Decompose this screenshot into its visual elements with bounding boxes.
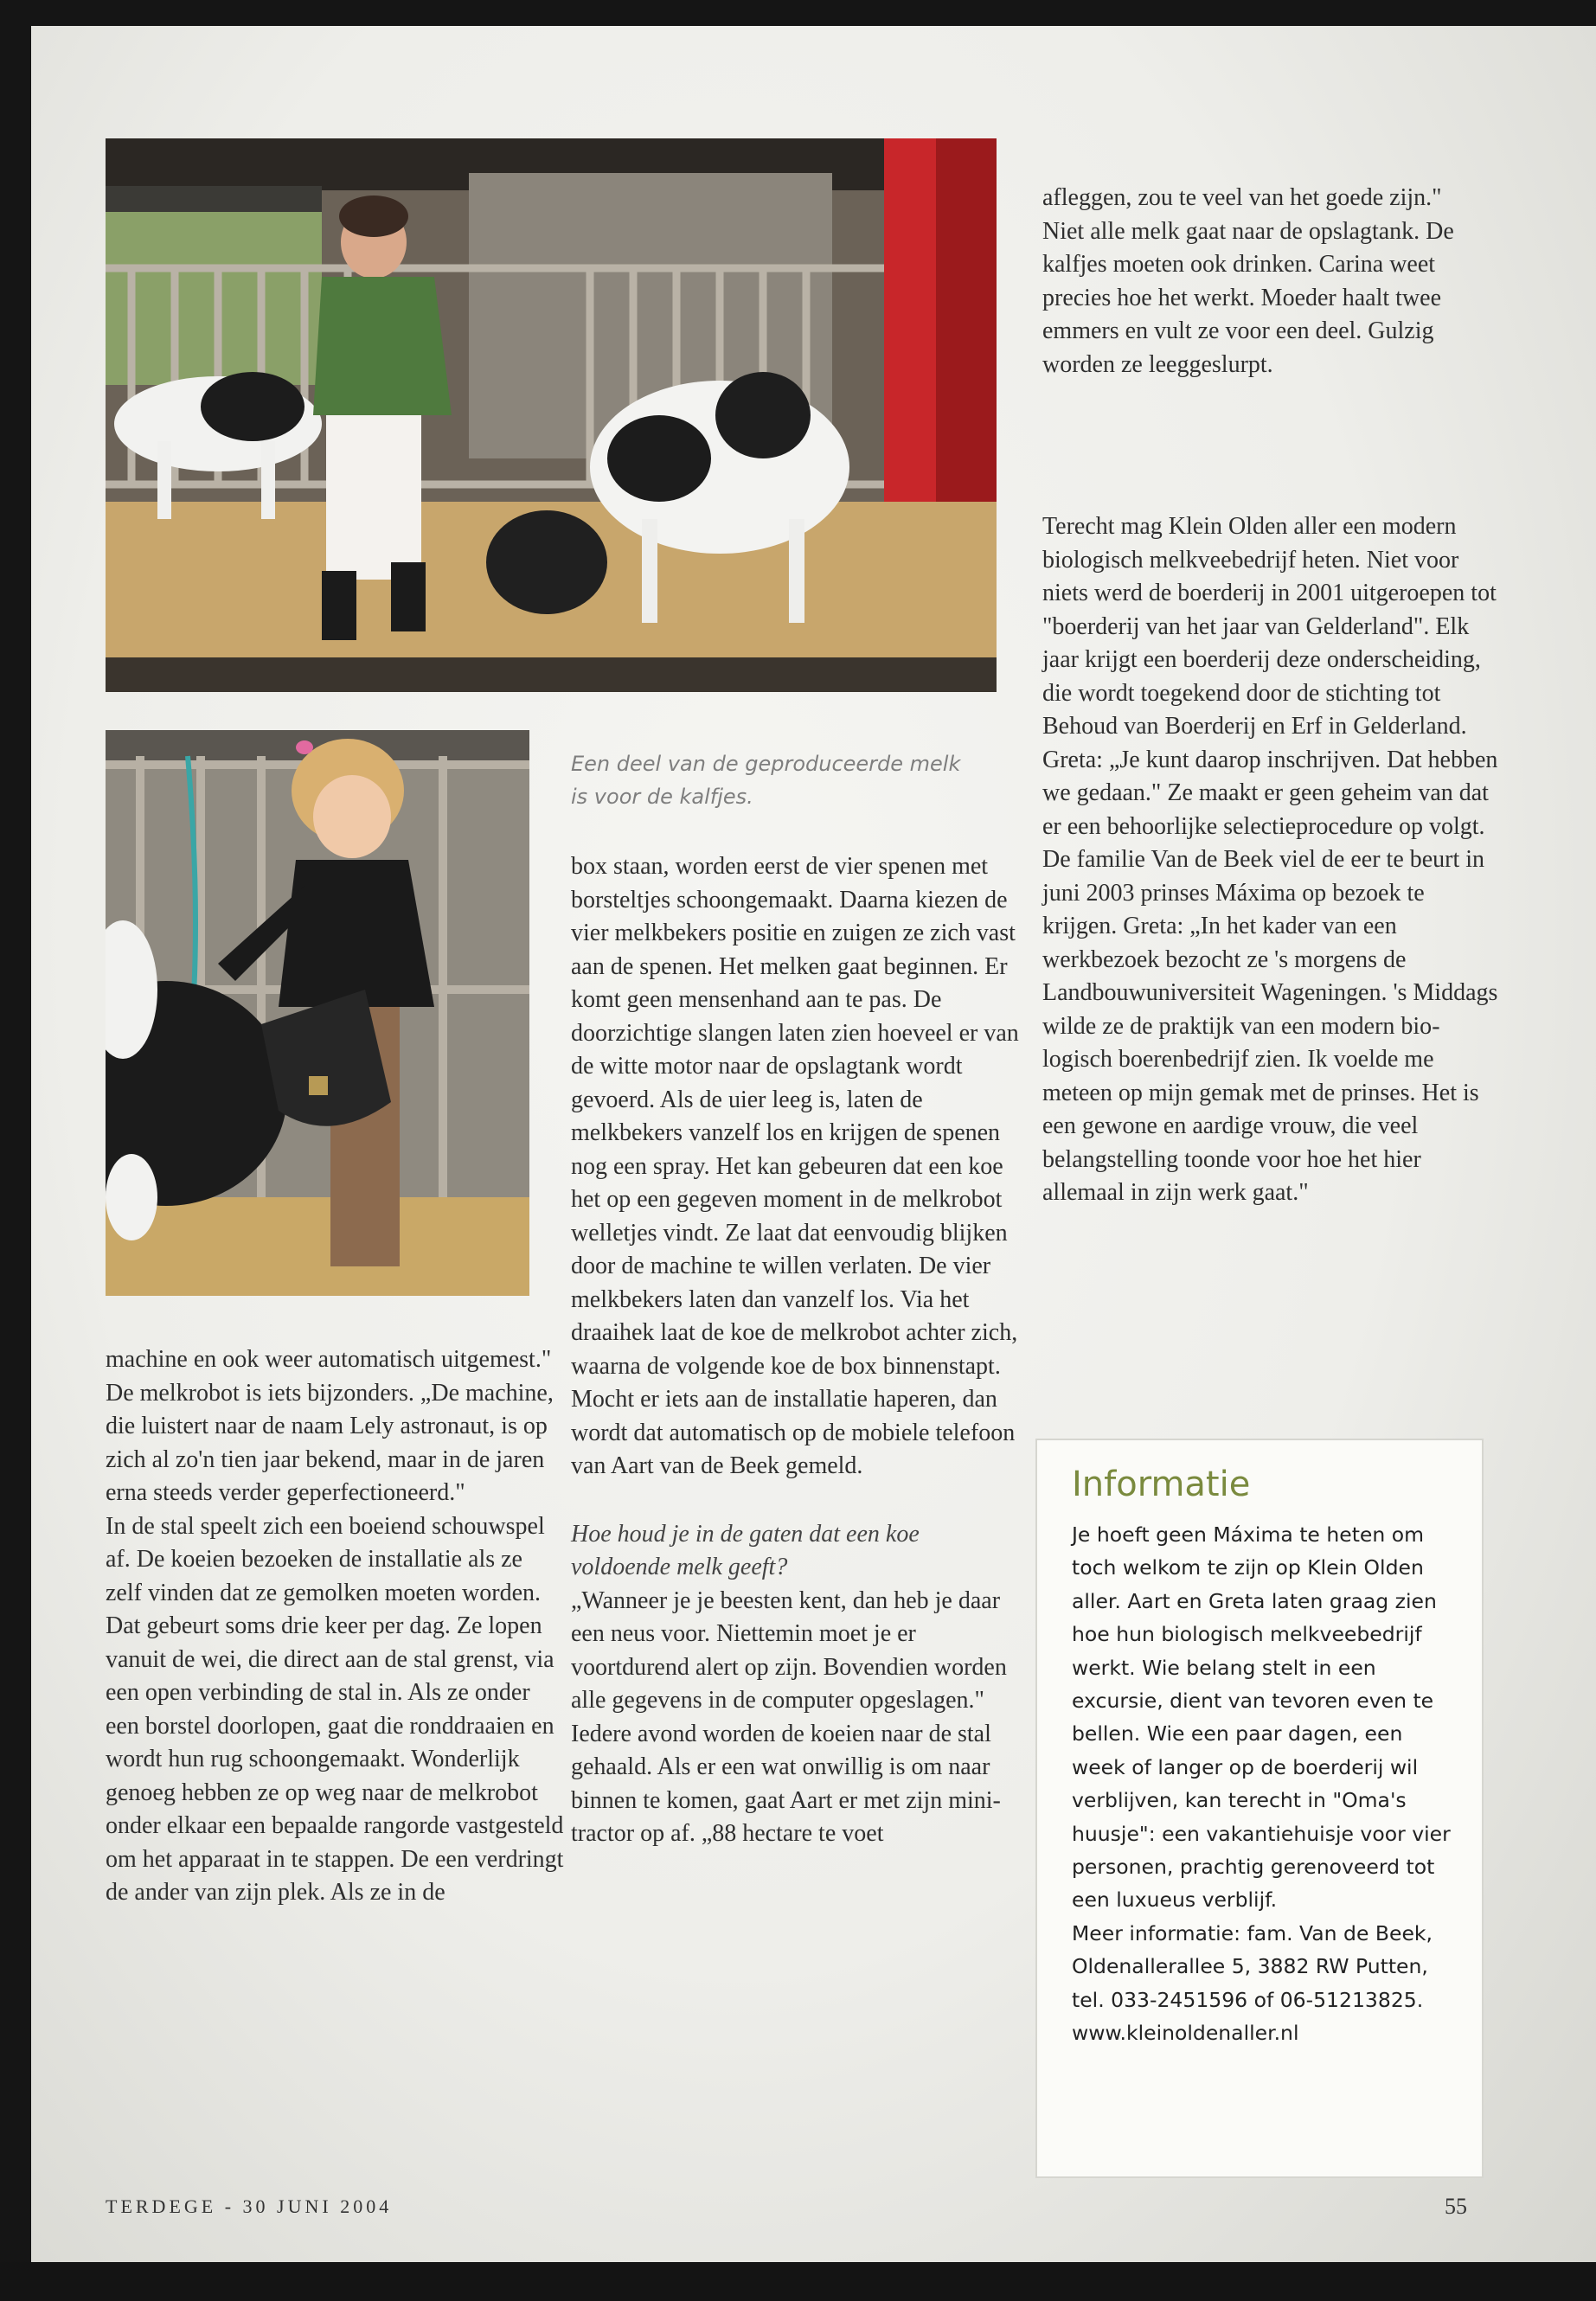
- paragraph: Iedere avond worden de koeien naar de stal gehaald. Als er een wat onwillig is om naar binnen te komen, gaat Aart er met zijn minitractor op af. „88 hectare te voet: [571, 1720, 1001, 1847]
- paragraph: In de stal speelt zich een boeiend schouwspel af. De koeien bezoeken de installatie als ze zelf vinden dat ze gemolken moeten worden. Dat gebeurt soms drie keer per dag. Ze lopen vanuit de wei, die direct aan de stal grenst, via een open verbinding de stal in. Als ze onder een borstel doorlopen, gaat die ronddraaien en wordt hun rug schoongemaakt. Wonderlijk genoeg hebben ze op weg naar de melkrobot onder elkaar een bepaalde rangorde vastgesteld om het apparaat in te stappen. De een verdringt de ander van zijn plek. Als ze in de: [106, 1512, 564, 1906]
- paragraph: box staan, worden eerst de vier spenen met borsteltjes schoongemaakt. Daarna kiezen de vier melkbekers positie en zuigen ze zich vast aan de spenen. Het melken gaat beginnen. Er komt geen mensenhand aan te pas. De doorzichtige slangen laten zien hoeveel er van de witte motor naar de opslagtank wordt gevoerd. Als de uier leeg is, laten de melkbekers vanzelf los en krijgen de spenen nog een spray. Het kan gebeuren dat een koe het op een gegeven moment in de melkrobot welletjes vindt. Ze laat dat eenvoudig blijken door de machine te willen verlaten. De vier melkbekers laten dan vanzelf los. Via het draaihek laat de koe de melkrobot achter zich, waarna de volgende koe de box binnenstapt. Mocht er iets aan de installatie haperen, dan wordt dat automatisch op de mobiele telefoon van Aart van de Beek gemeld.: [571, 853, 1019, 1479]
- photo-girl-feeding-calf: [106, 730, 529, 1296]
- article-column-3-top: [1042, 182, 1501, 381]
- information-box: [1035, 1439, 1484, 2178]
- paragraph: De melkrobot is iets bijzonders. „De machine, die luistert naar de naam Lely astronaut, is op zich al zo'n tien jaar bekend, maar in de jaren erna steeds verder geperfectioneerd.": [106, 1379, 554, 1506]
- paragraph: afleggen, zou te veel van het goede zijn.": [1042, 184, 1442, 211]
- article-column-3: [1042, 510, 1501, 1210]
- information-website-link[interactable]: www.kleinoldenaller.nl: [1072, 2021, 1299, 2046]
- paragraph: „Wanneer je je beesten kent, dan heb je daar een neus voor. Niettemin moet je er voortdurend alert op zijn. Bovendien worden alle gegevens in de computer opgeslagen.": [571, 1586, 1007, 1714]
- information-contact: Meer informatie: fam. Van de Beek, Oldenallerallee 5, 3882 RW Putten, tel. 033-2451596 of 06-51213825.: [1072, 1920, 1433, 2012]
- photo-woman-feeding-calf-image: [106, 138, 997, 692]
- information-body: Je hoeft geen Máxima te heten om toch welkom te zijn op Klein Olden aller. Aart en Greta laten graag zien hoe hun biologisch melkveebedrijf werkt. Wie belang stelt in een excursie, dient van tevoren even te bellen. Wie een paar dagen, een week of langer op de boerderij wil verblijven, kan terecht in "Oma's huusje": een vakantiehuisje voor vier personen, prachtig gerenoveerd tot een luxueus verblijf.: [1072, 1522, 1451, 1913]
- photo-woman-feeding-calf: [106, 138, 997, 692]
- paragraph: Niet alle melk gaat naar de opslagtank. De kalfjes moeten ook drinken. Carina weet precies hoe het werkt. Moeder haalt twee emmers en vult ze voor een deel. Gulzig worden ze leeggeslurpt.: [1042, 217, 1454, 378]
- photo-girl-feeding-calf-image: [106, 730, 529, 1296]
- article-column-1: [106, 1343, 564, 1910]
- article-column-2: [571, 850, 1021, 1851]
- information-title: Informatie: [1072, 1465, 1251, 1504]
- paragraph: machine en ook weer automatisch uitgemest.": [106, 1346, 552, 1373]
- magazine-page: [31, 26, 1596, 2262]
- footer-publication: TERDEGE - 30 JUNI 2004: [106, 2195, 393, 2217]
- interview-question: Hoe houd je in de gaten dat een koe voldoende melk geeft?: [571, 1520, 920, 1580]
- page-number: 55: [1445, 2194, 1467, 2219]
- paragraph: Terecht mag Klein Olden aller een modern biologisch melkveebedrijf heten. Niet voor niets werd de boerderij in 2001 uitgeroepen tot "boerderij van het jaar van Gelderland". Elk jaar krijgt een boerderij deze onderscheiding, die wordt toegekend door de stichting tot Behoud van Boerderij en Erf in Gelderland. Greta: „Je kunt daarop inschrijven. Dat hebben we gedaan." Ze maakt er geen geheim van dat er een behoorlijke selectieprocedure op volgt. De familie Van de Beek viel de eer te beurt in juni 2003 prinses Máxima op bezoek te krijgen. Greta: „In het kader van een werkbezoek bezocht ze 's morgens de Landbouwuniversiteit Wageningen. 's Middags wilde ze de praktijk van een modern biologisch boerenbedrijf zien. Ik voelde me meteen op mijn gemak met de prinses. Het is een gewone en aardige vrouw, die veel belangstelling toonde voor hoe het hier allemaal in zijn werk gaat.": [1042, 513, 1498, 1206]
- scan-border: [0, 2262, 1596, 2301]
- photo-caption: Een deel van de geproduceerde melk is voor de kalfjes.: [571, 752, 961, 809]
